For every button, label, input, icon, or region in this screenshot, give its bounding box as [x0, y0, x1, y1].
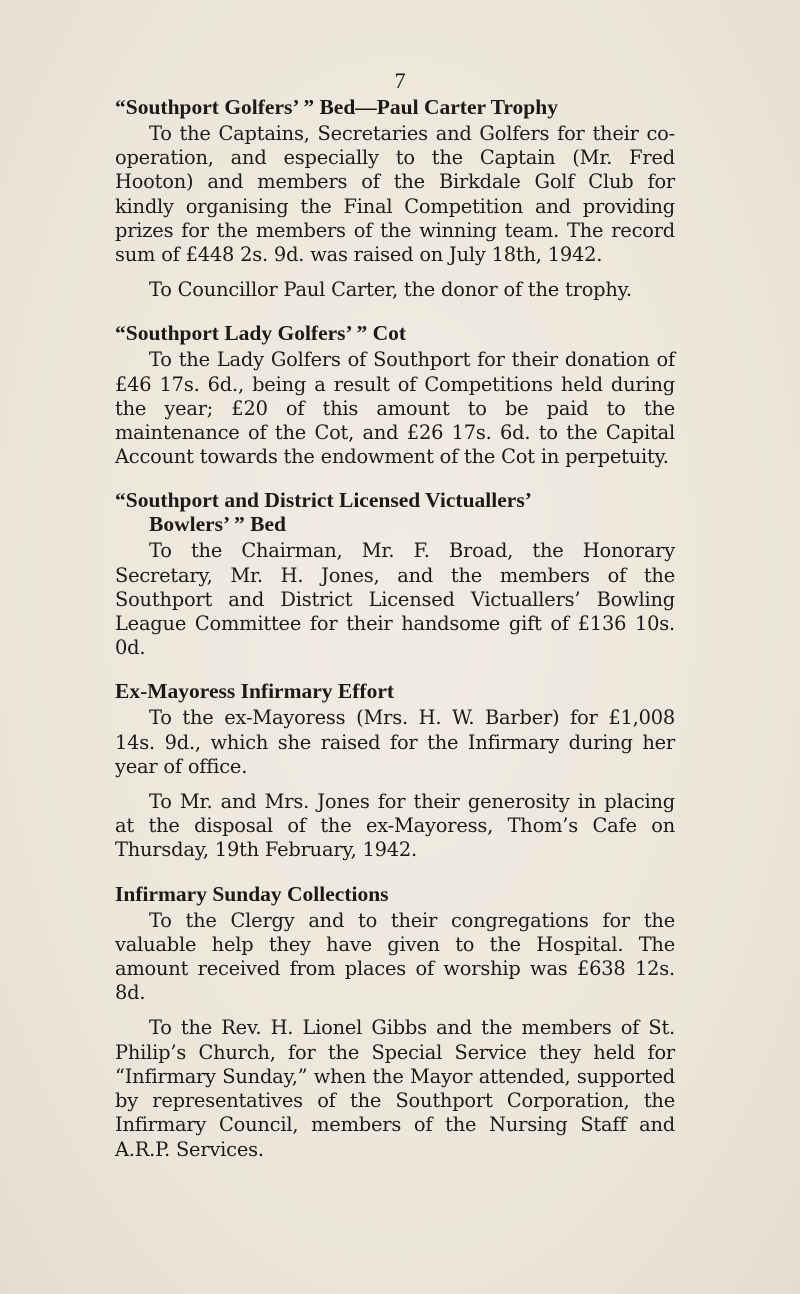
- section-sunday-collections: [115, 882, 675, 1162]
- paragraph: To the Clergy and to their congregations for the valuable help they have given to the Hospital. The amount received from places of worship was £638 12s. 8d.: [115, 908, 675, 1005]
- section-heading: Ex-Mayoress Infirmary Effort: [115, 679, 395, 704]
- section-golfers-bed: [115, 95, 675, 302]
- paragraph: To Councillor Paul Carter, the donor of the trophy.: [149, 278, 632, 302]
- section-heading: “Southport Golfers’ ” Bed—Paul Carter Trophy: [115, 95, 558, 119]
- paragraph: To Mr. and Mrs. Jones for their generosity in placing at the disposal of the ex-Mayoress, Thom’s Cafe on Thursday, 19th February, 1942.: [115, 790, 675, 862]
- section-heading-line: “Southport and District Licensed Victuallers’: [115, 488, 532, 513]
- paragraph: To the Chairman, Mr. F. Broad, the Honorary Secretary, Mr. H. Jones, and the members of the Southport and District Licensed Victuallers’ Bowling League Committee for their handsome gift of £136 10s. 0d.: [115, 539, 675, 660]
- section-heading: Infirmary Sunday Collections: [115, 881, 389, 906]
- section-victuallers-bed: [115, 488, 675, 660]
- section-heading: [115, 488, 675, 536]
- paragraph: To the Lady Golfers of Southport for their donation of £46 17s. 6d., being a result of Competitions held during the year; £20 of this amount to be paid to the maintenance of the Cot, and £26 17s. 6d. to the Capital Account towards the endowment of the Cot in perpetuity.: [115, 348, 675, 469]
- section-heading: “Southport Lady Golfers’ ” Cot: [115, 321, 407, 346]
- paragraph: To the ex-Mayoress (Mrs. H. W. Barber) for £1,008 14s. 9d., which she raised for the Infirmary during her year of office.: [115, 706, 675, 778]
- document-body: [115, 95, 675, 1162]
- paragraph: To the Captains, Secretaries and Golfers for their co-operation, and especially to the Captain (Mr. Fred Hooton) and members of the Birkdale Golf Club for kindly organising the Final Competition and providing prizes for the members of the winning team. The record sum of £448 2s. 9d. was raised on July 18th, 1942.: [115, 122, 675, 267]
- section-ex-mayoress-effort: [115, 679, 675, 862]
- section-lady-golfers-cot: [115, 321, 675, 469]
- page-number: 7: [394, 68, 406, 93]
- section-heading-continuation: Bowlers’ ” Bed: [149, 512, 286, 537]
- paragraph: To the Rev. H. Lionel Gibbs and the members of St. Philip’s Church, for the Special Service they held for “Infirmary Sunday,” when the Mayor attended, supported by representatives of the Southport Corporation, the Infirmary Council, members of the Nursing Staff and A.R.P. Services.: [115, 1016, 675, 1161]
